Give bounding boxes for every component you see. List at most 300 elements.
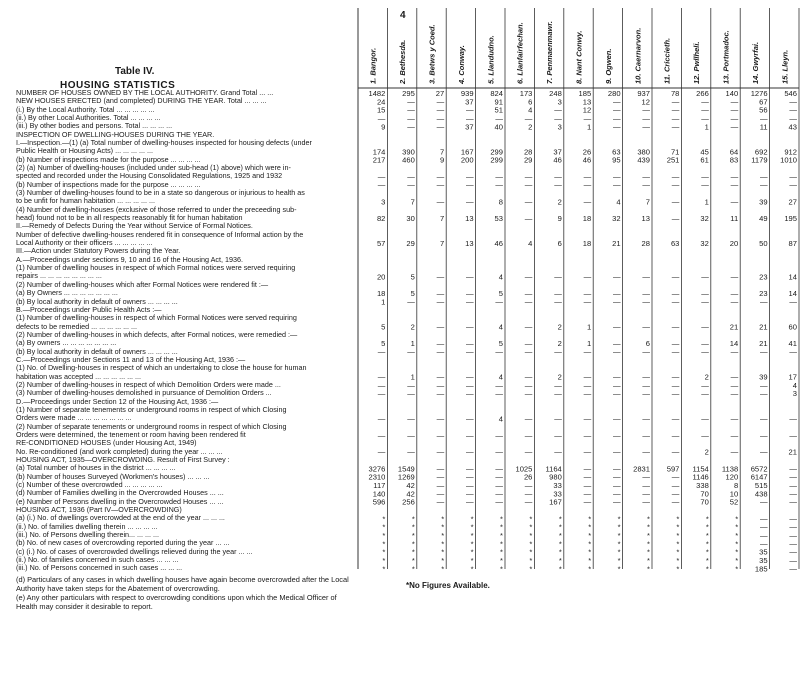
page-number: 4 [400, 10, 406, 21]
table-cell: — [524, 289, 533, 299]
table-cell: — [524, 297, 533, 307]
table-cell: — [377, 380, 386, 390]
table-cell: 13 [641, 214, 650, 224]
table-cell: — [730, 372, 739, 382]
table-cell: — [407, 414, 415, 424]
table-cell: — [671, 197, 680, 207]
table-cell: — [701, 272, 709, 282]
table-cell: — [730, 380, 739, 390]
table-cell: — [789, 514, 797, 524]
table-cell: — [760, 180, 768, 190]
table-cell: 3 [557, 122, 562, 132]
table-cell: — [377, 180, 386, 190]
table-cell: * [617, 556, 621, 566]
row-label: to be unfit for human habitation ... ... ... ... ... [16, 197, 156, 206]
table-cell: * [441, 522, 445, 532]
table-cell: 515 [754, 480, 768, 490]
table-cell: 4 [528, 105, 533, 115]
row-label: (b) By local authority in default of owners ... ... ... ... [16, 297, 178, 306]
table-cell: * [470, 564, 474, 574]
table-cell: 37 [465, 122, 474, 132]
table-cell: 21 [729, 322, 739, 332]
table-cell: 9 [439, 155, 445, 165]
table-cell: * [441, 514, 445, 524]
table-cell: 91 [494, 97, 503, 107]
table-cell: — [730, 272, 739, 282]
table-cell: * [382, 539, 386, 549]
table-cell: 20 [729, 239, 739, 249]
column-header: 9. Ogwen. [603, 48, 613, 84]
row-label: (2) Number of dwelling-houses in which defects, after Formal notices, were remedied :— [16, 330, 298, 339]
table-cell: * [647, 539, 650, 549]
table-cell: — [407, 430, 415, 440]
table-cell: — [671, 389, 680, 399]
table-cell: — [701, 297, 709, 307]
table-cell: 1 [586, 322, 592, 332]
table-cell: * [676, 539, 680, 549]
table-cell: 3 [792, 389, 797, 399]
table-cell: — [730, 114, 739, 124]
table-cell: — [583, 414, 592, 424]
table-cell: — [671, 214, 680, 224]
table-cell: — [642, 322, 650, 332]
table-cell: — [671, 122, 680, 132]
column-header: 15. Lleyn. [780, 49, 790, 84]
table-cell: — [789, 480, 797, 490]
table-cell: * [470, 547, 474, 557]
table-cell: — [583, 430, 592, 440]
table-cell: — [642, 430, 650, 440]
table-cell: — [671, 297, 680, 307]
table-cell: 2 [557, 339, 562, 349]
table-cell: — [524, 347, 533, 357]
table-cell: * [705, 556, 709, 566]
table-cell: 1025 [515, 464, 533, 474]
table-cell: — [760, 114, 768, 124]
table-cell: — [671, 497, 680, 507]
table-cell: 266 [696, 89, 709, 98]
table-cell: 4 [498, 414, 503, 424]
table-cell: * [500, 547, 503, 557]
table-cell: 5 [498, 339, 503, 349]
table-cell: — [701, 289, 709, 299]
table-cell: — [730, 289, 739, 299]
table-cell: 8 [498, 197, 503, 207]
table-cell: * [676, 522, 680, 532]
table-cell: * [647, 522, 650, 532]
column-header: 4. Conway. [456, 45, 466, 84]
table-cell: — [642, 180, 650, 190]
table-cell: 5 [381, 322, 386, 332]
table-cell: * [676, 514, 680, 524]
note-d: (d) Particulars of any cases in which dwelling houses have again become overcrowded after the Local Authority have taken steps for the Abatement of overcrowding. [16, 575, 349, 593]
table-cell: 6572 [750, 464, 768, 474]
table-cell: — [436, 480, 445, 490]
table-cell: — [407, 447, 415, 457]
table-cell: 14 [788, 272, 797, 282]
table-cell: 13 [582, 97, 592, 107]
table-cell: — [495, 464, 503, 474]
table-cell: 63 [612, 147, 621, 157]
table-cell: 1 [586, 339, 592, 349]
table-cell: 27 [788, 197, 797, 207]
column-header: 1. Bangor. [368, 47, 378, 84]
table-cell: * [735, 531, 739, 541]
table-cell: 28 [523, 147, 533, 157]
footnote: *No Figures Available. [406, 581, 490, 590]
table-cell: 30 [406, 214, 415, 224]
table-cell: 5 [410, 272, 415, 282]
table-cell: — [789, 564, 797, 574]
table-cell: 27 [435, 89, 445, 98]
row-label: Number of defective dwelling-houses rendered fit in consequence of Informal action by the [16, 230, 304, 239]
table-cell: * [617, 531, 621, 541]
table-cell: 28 [641, 239, 650, 249]
table-cell: 7 [410, 197, 415, 207]
table-cell: — [466, 289, 474, 299]
table-cell: — [466, 389, 474, 399]
table-cell: — [377, 389, 386, 399]
table-cell: — [701, 180, 709, 190]
column-header: 13. Portmadoc. [721, 30, 731, 84]
table-cell: * [411, 514, 415, 524]
table-cell: * [500, 514, 503, 524]
table-cell: — [407, 105, 415, 115]
table-cell: * [558, 556, 562, 566]
table-cell: — [671, 180, 680, 190]
table-cell: 2 [410, 322, 415, 332]
table-cell: * [705, 514, 709, 524]
table-cell: * [705, 539, 709, 549]
table-cell: — [642, 480, 650, 490]
table-cell: — [436, 272, 445, 282]
table-cell: — [671, 289, 680, 299]
table-cell: — [583, 289, 592, 299]
table-cell: — [407, 297, 415, 307]
table-cell: 1549 [397, 464, 415, 474]
table-cell: — [436, 489, 445, 499]
table-cell: 18 [582, 214, 592, 224]
table-cell: — [524, 172, 533, 182]
table-cell: 35 [759, 547, 768, 557]
table-cell: * [735, 539, 739, 549]
table-cell: 546 [784, 89, 797, 98]
table-cell: — [436, 447, 445, 457]
table-cell: — [789, 489, 797, 499]
table-cell: * [411, 564, 415, 574]
row-label: HOUSING ACT, 1936 (Part IV—OVERCROWDING) [16, 506, 182, 514]
row-label: INSPECTION OF DWELLING-HOUSES DURING THE YEAR. [16, 130, 215, 139]
table-cell: — [436, 372, 445, 382]
table-cell: — [524, 214, 533, 224]
table-cell: — [613, 322, 621, 332]
row-label: (a) By Owners ... ... ... ... ... ... ... [16, 289, 118, 298]
table-cell: * [382, 564, 386, 574]
table-cell: — [789, 547, 797, 557]
table-cell: 14 [788, 289, 797, 299]
table-cell: — [701, 389, 709, 399]
table-cell: — [642, 272, 650, 282]
column-header: 14. Gwyrfai. [750, 41, 760, 84]
table-cell: 8 [733, 480, 739, 490]
table-cell: * [588, 556, 592, 566]
table-cell: — [466, 372, 474, 382]
table-cell: * [617, 522, 621, 532]
table-cell: — [436, 197, 445, 207]
table-cell: 1482 [368, 89, 386, 98]
table-cell: 3 [557, 97, 562, 107]
table-cell: 23 [759, 289, 768, 299]
table-cell: — [760, 380, 768, 390]
table-cell: * [705, 547, 709, 557]
table-cell: — [730, 414, 739, 424]
row-label: D.—Proceedings under Section 12 of the Housing Act, 1936 :— [16, 397, 219, 406]
table-cell: — [671, 372, 680, 382]
table-cell: — [789, 430, 797, 440]
table-cell: — [789, 180, 797, 190]
table-cell: 42 [406, 480, 415, 490]
table-cell: — [642, 105, 650, 115]
table-cell: 140 [372, 489, 386, 499]
table-cell: 37 [553, 147, 562, 157]
table-cell: 45 [700, 147, 709, 157]
table-cell: 438 [754, 489, 768, 499]
table-cell: * [529, 522, 533, 532]
table-cell: — [583, 389, 592, 399]
table-cell: — [524, 430, 533, 440]
table-cell: — [671, 480, 680, 490]
table-cell: 17 [788, 372, 797, 382]
table-cell: — [760, 539, 768, 549]
table-cell: * [441, 556, 445, 566]
table-cell: — [730, 389, 739, 399]
row-label: defects to be remedied ... ... ... ... ... ... [16, 322, 138, 331]
table-cell: 82 [376, 214, 386, 224]
table-cell: — [524, 180, 533, 190]
table-cell: — [554, 389, 562, 399]
table-cell: — [671, 489, 680, 499]
table-cell: — [642, 497, 650, 507]
table-cell: 251 [666, 155, 680, 165]
table-cell: — [436, 472, 445, 482]
table-cell: 6 [645, 339, 650, 349]
table-cell: — [701, 339, 709, 349]
table-cell: 87 [788, 239, 797, 249]
table-cell: * [735, 556, 739, 566]
table-cell: — [642, 489, 650, 499]
table-cell: 596 [372, 497, 386, 507]
table-cell: 26 [523, 472, 533, 482]
table-cell: 60 [788, 322, 797, 332]
table-cell: — [466, 105, 474, 115]
table-cell: — [407, 122, 415, 132]
table-cell: — [554, 180, 562, 190]
table-cell: — [789, 347, 797, 357]
table-cell: * [558, 514, 562, 524]
table-cell: 37 [465, 97, 474, 107]
table-cell: — [613, 347, 621, 357]
table-cell: 195 [784, 214, 797, 224]
row-label: (ii.) By other Local Authorities. Total ... ... ... ... [16, 114, 161, 123]
table-cell: — [701, 105, 709, 115]
table-cell: 57 [376, 239, 386, 249]
table-cell: — [495, 114, 503, 124]
row-label: (a) (i.) No. of dwellings overcrowded at the end of the year ... ... ... [16, 514, 225, 523]
table-cell: — [583, 489, 592, 499]
table-cell: * [500, 522, 503, 532]
table-cell: — [671, 447, 680, 457]
table-cell: 1146 [692, 472, 709, 482]
table-cell: — [495, 380, 503, 390]
table-cell: — [407, 389, 415, 399]
table-cell: * [705, 564, 709, 574]
row-label: (a) By owners ... ... ... ... ... ... ... [16, 339, 117, 348]
table-cell: * [382, 522, 386, 532]
row-label: (iii.) By other bodies and persons. Total ... ... ... ... [16, 122, 173, 131]
table-cell: — [789, 497, 797, 507]
row-label: (3) Number of dwelling-houses demolished in pursuance of Demolition Orders ... [16, 389, 272, 398]
table-cell: 217 [372, 155, 386, 165]
table-cell: — [495, 447, 503, 457]
table-cell: — [613, 172, 621, 182]
table-cell: — [730, 97, 739, 107]
table-cell: — [436, 380, 445, 390]
table-cell: — [377, 414, 386, 424]
table-cell: * [529, 564, 533, 574]
row-label: (e) Number of Persons dwelling in the Overcrowded Houses ... ... [16, 497, 224, 506]
table-cell: 1164 [545, 464, 562, 474]
table-cell: — [436, 105, 445, 115]
table-cell: 71 [670, 147, 680, 157]
table-cell: 7 [439, 214, 445, 224]
table-cell: — [377, 347, 386, 357]
table-cell: — [760, 389, 768, 399]
table-cell: — [613, 464, 621, 474]
table-cell: * [735, 514, 739, 524]
table-cell: — [671, 172, 680, 182]
table-cell: — [613, 122, 621, 132]
table-cell: 51 [494, 105, 503, 115]
table-cell: 185 [578, 89, 592, 98]
table-cell: — [583, 480, 592, 490]
table-cell: — [730, 297, 739, 307]
column-header: 2. Bethesda. [398, 39, 408, 84]
table-cell: 42 [406, 489, 415, 499]
table-cell: 64 [729, 147, 739, 157]
column-header: 3. Betws y Coed. [427, 24, 437, 84]
table-cell: 256 [402, 497, 415, 507]
table-cell: — [671, 272, 680, 282]
table-cell: 32 [612, 214, 621, 224]
table-cell: — [495, 489, 503, 499]
table-cell: — [789, 172, 797, 182]
table-cell: — [701, 347, 709, 357]
table-cell: 248 [549, 89, 562, 98]
table-cell: 338 [696, 480, 709, 490]
table-cell: 6 [557, 239, 562, 249]
table-cell: * [470, 556, 474, 566]
table-cell: — [613, 114, 621, 124]
table-cell: — [436, 122, 445, 132]
table-cell: — [436, 339, 445, 349]
row-label: (i.) By the Local Authority. Total ... ... ... ... ... [16, 105, 155, 114]
table-cell: * [558, 522, 562, 532]
table-cell: — [554, 380, 562, 390]
table-cell: — [407, 97, 415, 107]
row-label: spected and recorded under the Housing Consolidated Regulations, 1925 and 1932 [16, 172, 283, 181]
table-cell: * [558, 547, 562, 557]
table-cell: 40 [494, 122, 503, 132]
table-cell: — [760, 414, 768, 424]
table-cell: 9 [381, 122, 386, 132]
table-cell: 4 [498, 272, 503, 282]
table-cell: — [524, 380, 533, 390]
row-label: (2) Number of dwelling-houses which after Formal Notices were rendered fit :— [16, 280, 269, 289]
row-label: (b) By local authority in default of owners ... ... ... ... [16, 347, 178, 356]
table-cell: 390 [402, 147, 415, 157]
table-cell: — [436, 389, 445, 399]
table-cell: 439 [637, 155, 650, 165]
table-cell: — [436, 297, 445, 307]
table-cell: — [377, 114, 386, 124]
table-cell: 1 [704, 122, 709, 132]
table-cell: * [676, 556, 680, 566]
table-cell: 174 [372, 147, 386, 157]
table-cell: 824 [490, 89, 503, 98]
table-cell: 299 [490, 147, 503, 157]
table-cell: — [760, 514, 768, 524]
table-cell: — [436, 347, 445, 357]
table-cell: 5 [381, 339, 386, 349]
table-cell: — [554, 430, 562, 440]
table-cell: * [529, 547, 533, 557]
row-label: (d) Number of Families dwelling in the Overcrowded Houses ... ... [16, 489, 224, 498]
table-cell: — [613, 105, 621, 115]
table-cell: * [735, 564, 739, 574]
table-cell: — [613, 472, 621, 482]
table-cell: 46 [553, 155, 562, 165]
table-cell: — [466, 197, 474, 207]
table-cell: * [441, 539, 445, 549]
table-cell: — [524, 480, 533, 490]
row-label: A.—Proceedings under sections 9, 10 and 16 of the Housing Act, 1936. [16, 255, 243, 264]
table-cell: 167 [460, 147, 474, 157]
table-cell: 18 [582, 239, 592, 249]
table-cell: 11 [730, 214, 739, 224]
table-cell: 14 [729, 339, 739, 349]
table-cell: — [642, 114, 650, 124]
table-cell: 35 [759, 556, 768, 566]
table-cell: 21 [612, 239, 621, 249]
table-cell: 24 [376, 97, 386, 107]
table-cell: — [524, 114, 533, 124]
table-cell: — [495, 480, 503, 490]
table-cell: 56 [759, 105, 768, 115]
note-e: (e) Any other particulars with respect to overcrowding conditions upon which the Medical Officer of Health may consider it desirable to report. [16, 593, 337, 611]
table-cell: — [789, 464, 797, 474]
table-cell: 3 [381, 197, 386, 207]
row-label: (iii.) No. of Persons dwelling therein... ... ... ... [16, 531, 160, 540]
table-cell: 26 [582, 147, 592, 157]
table-cell: — [671, 97, 680, 107]
table-cell: * [470, 522, 474, 532]
table-cell: — [377, 172, 386, 182]
table-cell: — [613, 447, 621, 457]
table-cell: 5 [410, 289, 415, 299]
table-cell: — [701, 172, 709, 182]
table-cell: — [377, 447, 386, 457]
table-cell: 10 [729, 489, 739, 499]
